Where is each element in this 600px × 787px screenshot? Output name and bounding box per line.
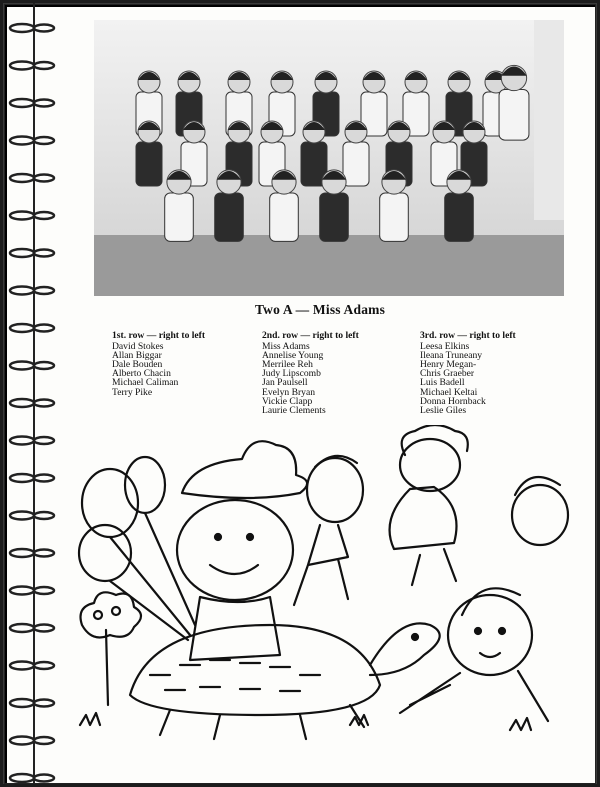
- student-figure: [499, 65, 529, 140]
- turtle-drawing: [130, 623, 440, 739]
- student-name: Leesa Elkins: [420, 341, 470, 353]
- column-header: 3rd. row — right to left: [420, 330, 516, 341]
- binding-ring: [10, 624, 54, 632]
- student-figure: [215, 170, 244, 242]
- student-figure: [445, 170, 474, 242]
- student-name: Miss Adams: [262, 341, 310, 353]
- column-header: 2nd. row — right to left: [262, 330, 359, 341]
- binding-ring: [10, 324, 54, 332]
- student-name: Ileana Truneany: [420, 350, 483, 362]
- student-name: Dale Bouden: [112, 359, 163, 371]
- student-figure: [320, 170, 349, 242]
- binding-ring: [10, 549, 54, 557]
- student-name: Alberto Chacin: [112, 368, 171, 380]
- student-name: Laurie Clements: [262, 404, 326, 416]
- binding-ring: [10, 399, 54, 407]
- binding-ring: [10, 437, 54, 445]
- binding-ring: [10, 362, 54, 370]
- binding-ring: [10, 137, 54, 145]
- caption-title: Two A — Miss Adams: [254, 302, 386, 317]
- student-figure: [343, 121, 369, 186]
- binding-ring: [10, 587, 54, 595]
- binding-ring: [10, 287, 54, 295]
- student-name: Allan Biggar: [112, 350, 162, 362]
- cowboy-boy-drawing: [177, 441, 307, 660]
- student-name: Michael Keltai: [420, 386, 478, 398]
- binding-ring: [10, 62, 54, 70]
- student-name: Merrilee Reh: [262, 359, 313, 371]
- class-photo: [94, 20, 564, 296]
- student-figure: [136, 121, 162, 186]
- binding-ring: [10, 512, 54, 520]
- student-name: Luis Badell: [420, 377, 465, 389]
- binding-ring: [10, 737, 54, 745]
- running-kids-drawing: [294, 425, 568, 721]
- student-name: Donna Hornback: [420, 395, 486, 407]
- student-name: Henry Megan-: [420, 359, 477, 371]
- binding-ring: [10, 212, 54, 220]
- binding-ring: [10, 474, 54, 482]
- binding-ring: [10, 249, 54, 257]
- student-figure: [270, 170, 299, 242]
- student-figure: [380, 170, 409, 242]
- name-column-3: [420, 331, 516, 415]
- binding-ring: [10, 99, 54, 107]
- binding-ring: [10, 174, 54, 182]
- student-name: Judy Lipscomb: [262, 368, 321, 380]
- student-name: Terry Pike: [112, 386, 153, 398]
- binding-ring: [10, 699, 54, 707]
- student-name: Annelise Young: [262, 350, 324, 362]
- student-figure: [165, 170, 194, 242]
- cartoon-illustration: [70, 425, 570, 745]
- grass-drawing: [80, 713, 531, 730]
- column-header: 1st. row — right to left: [112, 330, 206, 341]
- binding-ring: [10, 24, 54, 32]
- student-name: Vickie Clapp: [262, 395, 313, 407]
- student-name: Evelyn Bryan: [262, 386, 316, 398]
- student-name: Leslie Giles: [420, 404, 467, 416]
- student-name: Jan Paulsell: [262, 377, 308, 389]
- name-column-1: [112, 331, 205, 397]
- binding-ring: [10, 774, 54, 782]
- binding-ring: [10, 662, 54, 670]
- student-name: Chris Graeber: [420, 368, 475, 380]
- student-name: David Stokes: [112, 341, 164, 353]
- name-column-2: [262, 331, 359, 415]
- class-photo-image: [94, 20, 564, 296]
- student-name: Michael Caliman: [112, 377, 179, 389]
